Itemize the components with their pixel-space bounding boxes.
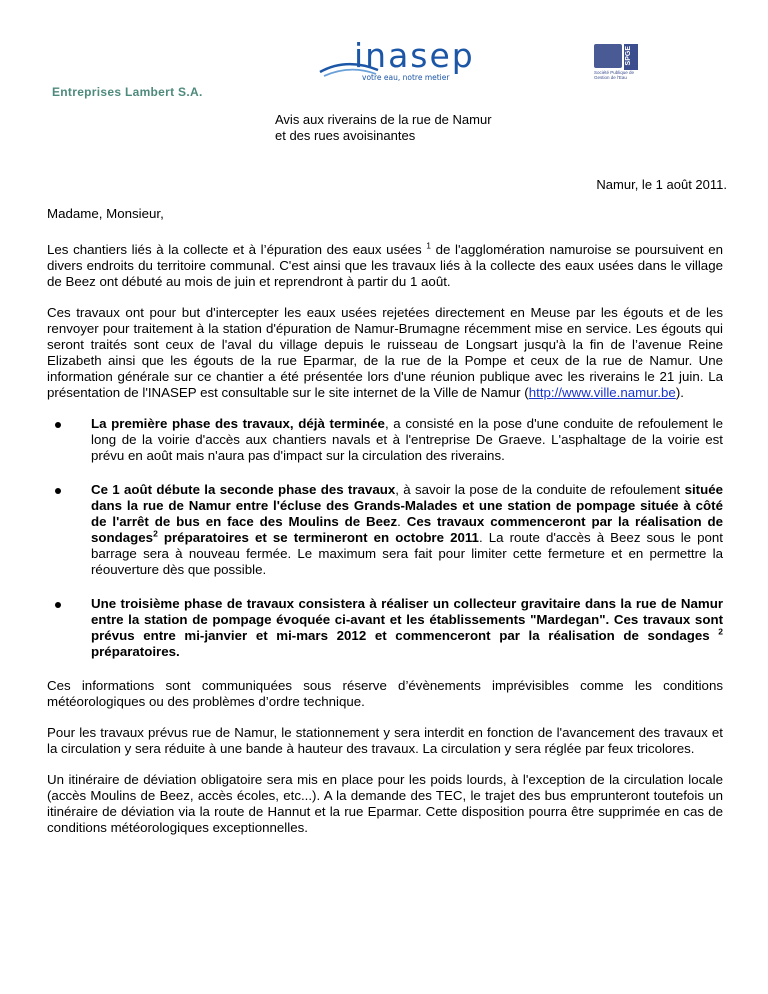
inasep-logo: [318, 36, 493, 90]
bullet-icon: [55, 488, 61, 494]
list-item-phase-3: Une troisième phase de travaux consistera à réaliser un collecteur gravitaire dans la rue de Namur entre la station de pompage évoquée ci-avant et les établissements "Mardegan". Ces travaux sont prévus entre mi-janvier et mi-mars 2012 et commenceront par la réalisation de sondages $^2$ préparatoires.: [47, 596, 723, 660]
footnote-ref: 2: [153, 528, 158, 539]
paragraph-disclaimer: Ces informations sont communiquées sous réserve d’évènements imprévisibles comme les conditions météorologiques ou des problèmes d’ordre technique.: [47, 678, 723, 709]
city-website-link[interactable]: http://www.ville.namur.be: [528, 385, 676, 400]
notice-title: [275, 112, 492, 144]
salutation: Madame, Monsieur,: [47, 206, 164, 221]
logo-tagline: votre eau, notre metier: [362, 73, 450, 82]
footnote-ref: 1: [426, 240, 432, 251]
list-item-phase-2: Ce 1 août débute la seconde phase des travaux, à savoir la pose de la conduite de refoulement située dans la rue de Namur entre l'écluse des Grands-Malades et une station de pompage située à côté de l'arrêt de bus en face des Moulins de Beez. Ces travaux commenceront par la réalisation de sondages$^2$ préparatoires et se termineront en octobre 2011. La route d'accès à Beez sous le pont barrage sera à nouveau fermée. Le maximum sera fait pour limiter cette fermeture et en permettre la réouverture dès que possible.: [47, 482, 723, 578]
spge-label: SPGE: [625, 46, 632, 66]
letter-body: [47, 242, 723, 851]
company-name: Entreprises Lambert S.A.: [52, 85, 203, 99]
globe-emblem-icon: [594, 44, 622, 68]
footnote-ref: 2: [718, 626, 723, 637]
list-item-phase-1: La première phase des travaux, déjà terminée, a consisté en la pose d'une conduite de refoulement le long de la voirie d'accès aux chantiers navals et à l'entreprise De Graeve. L'asphaltage de la voirie est prévu en août mais n'aura pas d'impact sur la circulation des riverains.: [47, 416, 723, 464]
phases-list: [47, 416, 723, 660]
paragraph-purpose: Ces travaux ont pour but d'intercepter les eaux usées rejetées directement en Meuse par les égouts et de les renvoyer pour traitement à la station d'épuration de Namur-Brumagne récemment mise en service. Les égouts qui seront traités sont ceux de l'aval du village depuis le ruisseau de Longsart jusqu'à la fin de l’avenue Reine Elizabeth ainsi que les égouts de la rue Eparmar, de la rue de la Pompe et ceux de la rue de Namur. Une information générale sur ce chantier a été présentée lors d'une réunion publique avec les riverains le 21 juin. La présentation de l'INASEP est consultable sur le site internet de la Ville de Namur (http://www.ville.namur.be).: [47, 305, 723, 400]
paragraph-intro: Les chantiers liés à la collecte et à l’épuration des eaux usées $^1$ de l'agglomération namuroise se poursuivent en divers endroits du territoire communal. C'est ainsi que les travaux liés à la collecte des eaux usées dans le village de Beez ont débuté au mois de juin et reprendront à partir du 1 août.: [47, 240, 723, 289]
notice-line-1: Avis aux riverains de la rue de Namur: [275, 112, 492, 127]
spge-subtitle: Société Publique de Gestion de l'Eau: [594, 70, 635, 80]
logo-wordmark: inasep: [354, 36, 475, 75]
paragraph-parking: Pour les travaux prévus rue de Namur, le stationnement y sera interdit en fonction de l'avancement des travaux et la circulation y sera réduite à une bande à hauteur des travaux. La circulation y sera réglée par feux tricolores.: [47, 725, 723, 756]
notice-line-2: et des rues avoisinantes: [275, 128, 416, 143]
spge-logo: [594, 44, 646, 84]
letter-date: Namur, le 1 août 2011.: [596, 177, 727, 192]
bullet-icon: [55, 602, 61, 608]
bullet-icon: [55, 422, 61, 428]
paragraph-detour: Un itinéraire de déviation obligatoire sera mis en place pour les poids lourds, à l'exception de la circulation locale (accès Moulins de Beez, accès écoles, etc...). A la demande des TEC, le trajet des bus emprunteront toutefois un itinéraire de déviation via la route de Hannut et la rue Eparmar. Cette disposition pourra être supprimée en cas de conditions météorologiques exceptionnelles.: [47, 772, 723, 835]
